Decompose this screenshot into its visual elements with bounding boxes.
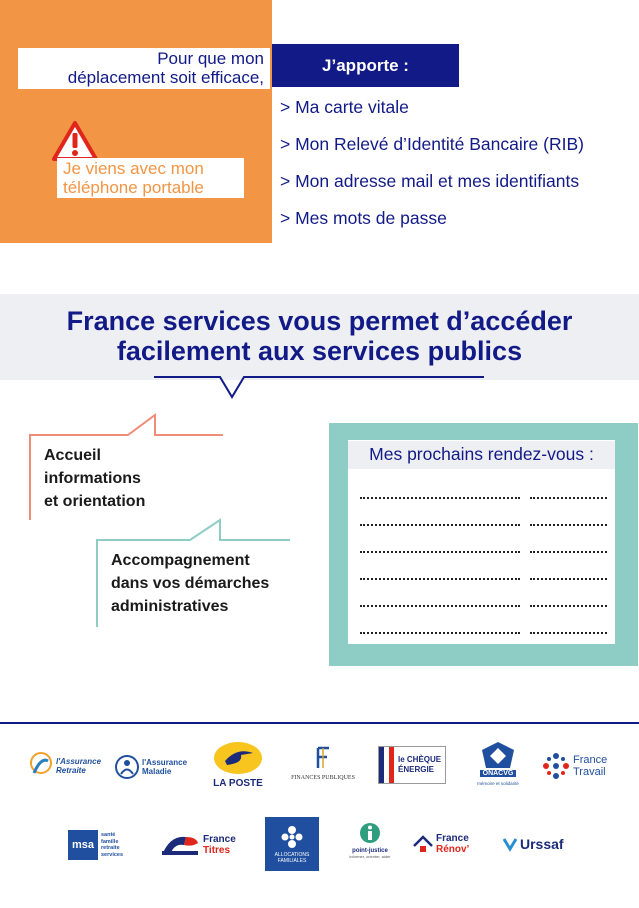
finances-publiques-icon	[314, 746, 332, 770]
appointment-row[interactable]	[360, 578, 607, 580]
assurance-maladie-icon	[114, 754, 140, 780]
bring-item: > Ma carte vitale	[280, 97, 409, 117]
logo-text: Rénov’	[436, 844, 470, 855]
phone-line-2: téléphone portable	[63, 178, 204, 197]
assurance-retraite-icon	[28, 751, 54, 781]
logo-text: l'Assurance	[56, 757, 102, 766]
point-justice-icon	[359, 822, 381, 846]
phone-line-1: Je viens avec mon	[63, 159, 204, 178]
appointment-row[interactable]	[360, 551, 607, 553]
appointment-row[interactable]	[360, 497, 607, 499]
logo-msa: msa santé famille retraite services	[68, 828, 140, 862]
logo-text: ONACVG	[480, 770, 517, 777]
appointment-row[interactable]	[360, 605, 607, 607]
service-line: et orientation	[44, 493, 146, 510]
logo-text: le CHÈQUE	[398, 755, 442, 764]
logo-text: France	[573, 754, 608, 766]
logo-france-travail	[542, 750, 616, 782]
france-titres-icon	[160, 833, 200, 857]
logo-text: famille	[101, 838, 119, 845]
service-line: administratives	[111, 598, 229, 615]
service-line: Accompagnement	[111, 552, 250, 569]
logo-cheque-energie	[378, 744, 450, 786]
bring-item: > Mon Relevé d’Identité Bancaire (RIB)	[280, 134, 584, 154]
logo-text: mémoire et solidarité	[477, 781, 519, 786]
logo-text: Urssaf	[520, 836, 564, 852]
logo-text: Retraite	[56, 766, 86, 775]
logo-onacvg	[470, 740, 526, 792]
caf-icon	[277, 822, 307, 852]
logo-text: ÉNERGIE	[398, 765, 435, 774]
france-renov-icon	[412, 834, 434, 854]
logo-assurance-retraite	[28, 748, 106, 784]
urssaf-icon	[502, 836, 518, 852]
bring-heading: J’apporte :	[272, 44, 459, 87]
service-line: Accueil	[44, 447, 101, 464]
logo-allocations-familiales	[265, 817, 319, 871]
logo-text: santé	[101, 832, 116, 838]
logo-text: retraite	[101, 845, 120, 851]
logo-france-renov	[412, 826, 488, 862]
appointments-title: Mes prochains rendez-vous :	[348, 441, 615, 469]
logo-text: Travail	[573, 766, 606, 778]
service-reception	[44, 444, 145, 513]
logo-finances-publiques	[288, 746, 358, 786]
service-support	[111, 549, 269, 618]
logo-text: informer, orienter, aider	[349, 854, 391, 859]
logo-france-titres	[160, 830, 244, 860]
headline-line-2: facilement aux services publics	[116, 336, 523, 366]
logo-text: FAMILIALES	[277, 858, 307, 864]
intro-line-1: Pour que mon	[157, 49, 264, 68]
onacvg-icon	[478, 740, 518, 770]
logo-text: point-justice	[352, 848, 388, 854]
logo-text: Maladie	[142, 767, 172, 776]
logo-point-justice	[340, 822, 400, 868]
appointments-card	[348, 440, 615, 644]
france-travail-icon	[542, 752, 570, 780]
intro-line-2: déplacement soit efficace,	[67, 68, 264, 87]
logo-text: ALLOCATIONS	[274, 852, 310, 858]
logo-text: FINANCES PUBLIQUES	[291, 775, 355, 781]
logo-text: France	[436, 833, 469, 844]
service-line: informations	[44, 470, 141, 487]
bring-item: > Mes mots de passe	[280, 208, 447, 228]
logo-la-poste	[210, 741, 266, 793]
service-line: dans vos démarches	[111, 575, 270, 592]
logo-text: France	[203, 834, 236, 845]
footer-divider	[0, 722, 639, 724]
appointment-row[interactable]	[360, 524, 607, 526]
bring-item: > Mon adresse mail et mes identifiants	[280, 171, 580, 191]
logo-text: LA POSTE	[213, 778, 263, 789]
logo-urssaf	[502, 832, 576, 856]
logo-assurance-maladie	[114, 752, 194, 782]
logo-text: Titres	[203, 845, 231, 856]
appointment-row[interactable]	[360, 632, 607, 634]
logo-text: l'Assurance	[142, 758, 188, 767]
la-poste-icon	[213, 741, 263, 775]
logo-text: services	[101, 851, 124, 858]
headline-line-1: France services vous permet d’accéder	[66, 306, 573, 336]
